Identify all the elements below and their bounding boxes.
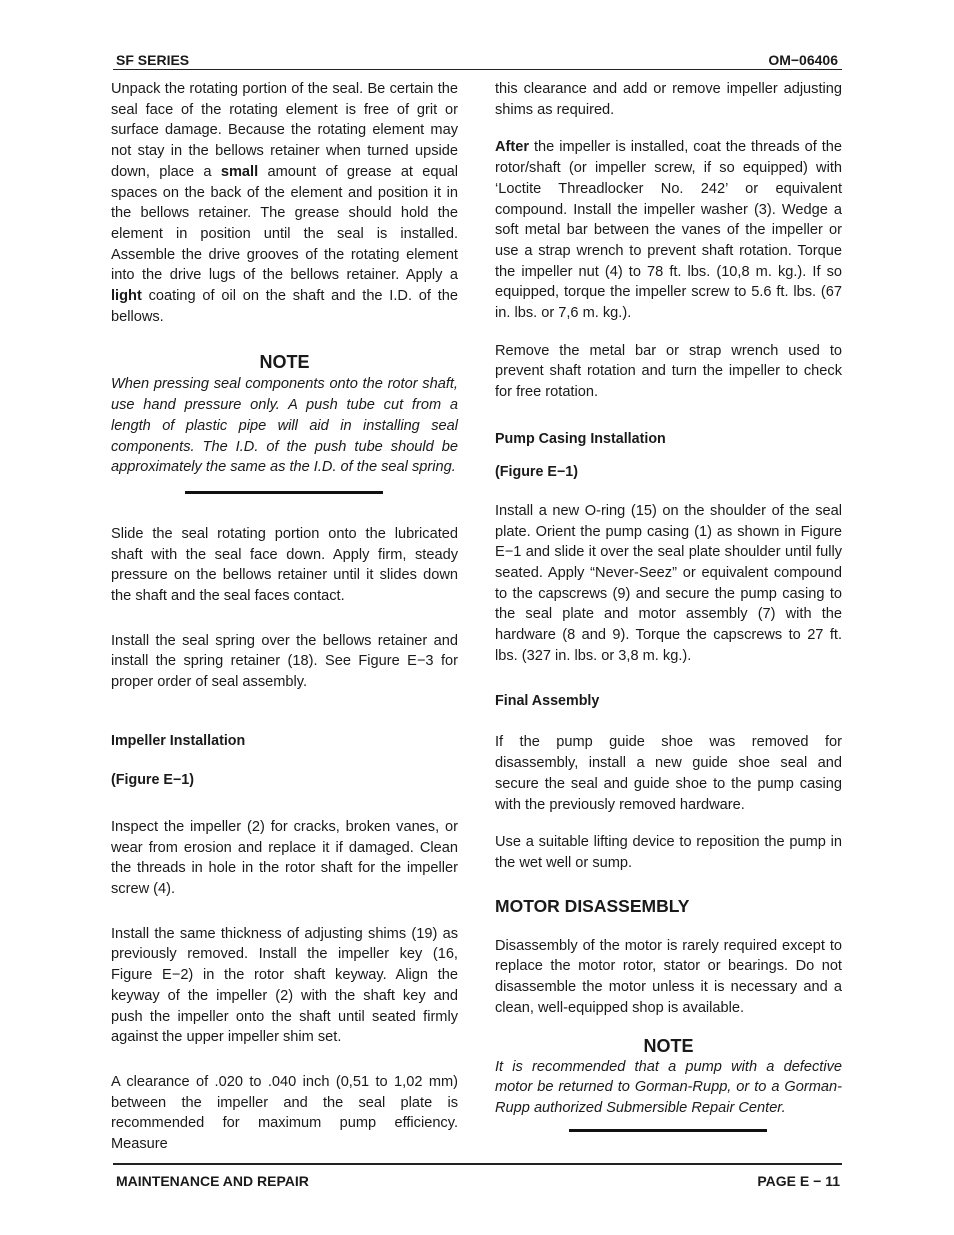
paragraph-remove-bar: Remove the metal bar or strap wrench used to prevent shaft rotation and turn the impeller to check for free rotation. (495, 342, 842, 401)
note-text-motor: It is recommended that a pump with a defective motor be returned to Gorman-Rupp, or to a Gorman-Rupp authorized Submersible Repair Center. (495, 1058, 842, 1116)
header-series: SF SERIES (116, 52, 190, 68)
header-doc-number: OM−06406 (768, 52, 838, 68)
casing-figure-reference: (Figure E−1) (495, 463, 579, 480)
paragraph-motor-disassembly: Disassembly of the motor is rarely required except to replace the motor rotor, stator or bearings. Do not disassemble the motor unless it is necessary and a clean, well-equipped shop is available. (495, 937, 842, 1016)
motor-disassembly-heading: MOTOR DISASSEMBLY (495, 895, 690, 916)
impeller-figure-reference: (Figure E−1) (111, 771, 195, 788)
pump-casing-heading: Pump Casing Installation (495, 430, 666, 447)
header-divider (113, 69, 842, 70)
footer-divider (113, 1163, 842, 1165)
footer-page-number: PAGE E − 11 (757, 1173, 840, 1189)
paragraph-unpack-seal: Unpack the rotating portion of the seal. Be certain the seal face of the rotating element is free of grit or surface damage. Because the rotating element may not stay in the bellows retainer when turned upside down, place a small amount of grease at equal spaces on the back of the element and position it in the bellows retainer. The grease should hold the element in position until the seal is installed. Assemble the drive grooves of the rotating element into the drive lugs of the bellows retainer. Apply a light coating of oil on the shaft and the I.D. of the bellows. (111, 81, 458, 325)
note-divider-motor (569, 1129, 767, 1132)
paragraph-clearance: A clearance of .020 to .040 inch (0,51 to 1,02 mm) between the impeller and the seal plate is recommended for maximum pump efficiency. Measure (111, 1073, 458, 1153)
paragraph-seal-spring: Install the seal spring over the bellows retainer and install the spring retainer (18). See Figure E−3 for proper order of seal assembly. (111, 632, 458, 691)
note-text: When pressing seal components onto the rotor shaft, use hand pressure only. A push tube cut from a length of plastic pipe will aid in installing seal components. The I.D. of the push tube should be approximately the same as the I.D. of the seal spring. (111, 376, 458, 476)
footer-section: MAINTENANCE AND REPAIR (116, 1173, 309, 1189)
note-heading: NOTE (259, 352, 310, 373)
paragraph-impeller-torque: After the impeller is installed, coat the threads of the rotor/shaft (or impeller screw, if so equipped) with ‘Loctite Threadlocker No. 242’ or equivalent compound. Install the impeller washer (3). Wedge a soft metal bar between the vanes of the impeller or use a strap wrench to prevent shaft rotation. Torque the impeller nut (4) to 78 ft. lbs. (10,8 m. kg.). If so equipped, torque the impeller screw to 5.6 ft. lbs. (67 in. lbs. or 7,6 m. kg.). (495, 139, 842, 322)
left-column (111, 79, 458, 1155)
paragraph-install-casing: Install a new O-ring (15) on the shoulder of the seal plate. Orient the pump casing (1) as shown in Figure E−1 and slide it over the seal plate shoulder until fully seated. Apply “Never-Seez” or equivalent compound to the capscrews (9) and secure the pump casing to the seal plate and motor assembly (7) with the hardware (8 and 9). Torque the capscrews to 27 ft. lbs. (327 in. lbs. or 3,8 m. kg.). (495, 502, 842, 664)
note-heading-motor: NOTE (643, 1035, 694, 1056)
paragraph-guide-shoe: If the pump guide shoe was removed for disassembly, install a new guide shoe seal and secure the seal and guide shoe to the pump casing with the previously removed hardware. (495, 734, 842, 813)
paragraph-slide-seal: Slide the seal rotating portion onto the lubricated shaft with the seal face down. Apply firm, steady pressure on the bellows retainer until it slides down the shaft and the seal faces contact. (111, 525, 458, 605)
paragraph-lifting-device: Use a suitable lifting device to reposition the pump in the wet well or sump. (495, 834, 842, 871)
right-column (495, 79, 842, 1132)
impeller-installation-heading: Impeller Installation (111, 732, 246, 749)
paragraph-inspect-impeller: Inspect the impeller (2) for cracks, broken vanes, or wear from erosion and replace it if damaged. Clean the threads in hole in the rotor shaft for the impeller screw (4). (111, 818, 458, 897)
final-assembly-heading: Final Assembly (495, 693, 600, 710)
paragraph-adjusting-shims: Install the same thickness of adjusting shims (19) as previously removed. Install the impeller key (16, Figure E−2) in the rotor shaft keyway. Align the keyway of the impeller (2) with the shaft key and push the impeller onto the shaft until seated firmly against the upper impeller shim set. (111, 925, 458, 1046)
paragraph-measure-clearance: this clearance and add or remove impeller adjusting shims as required. (495, 81, 842, 118)
